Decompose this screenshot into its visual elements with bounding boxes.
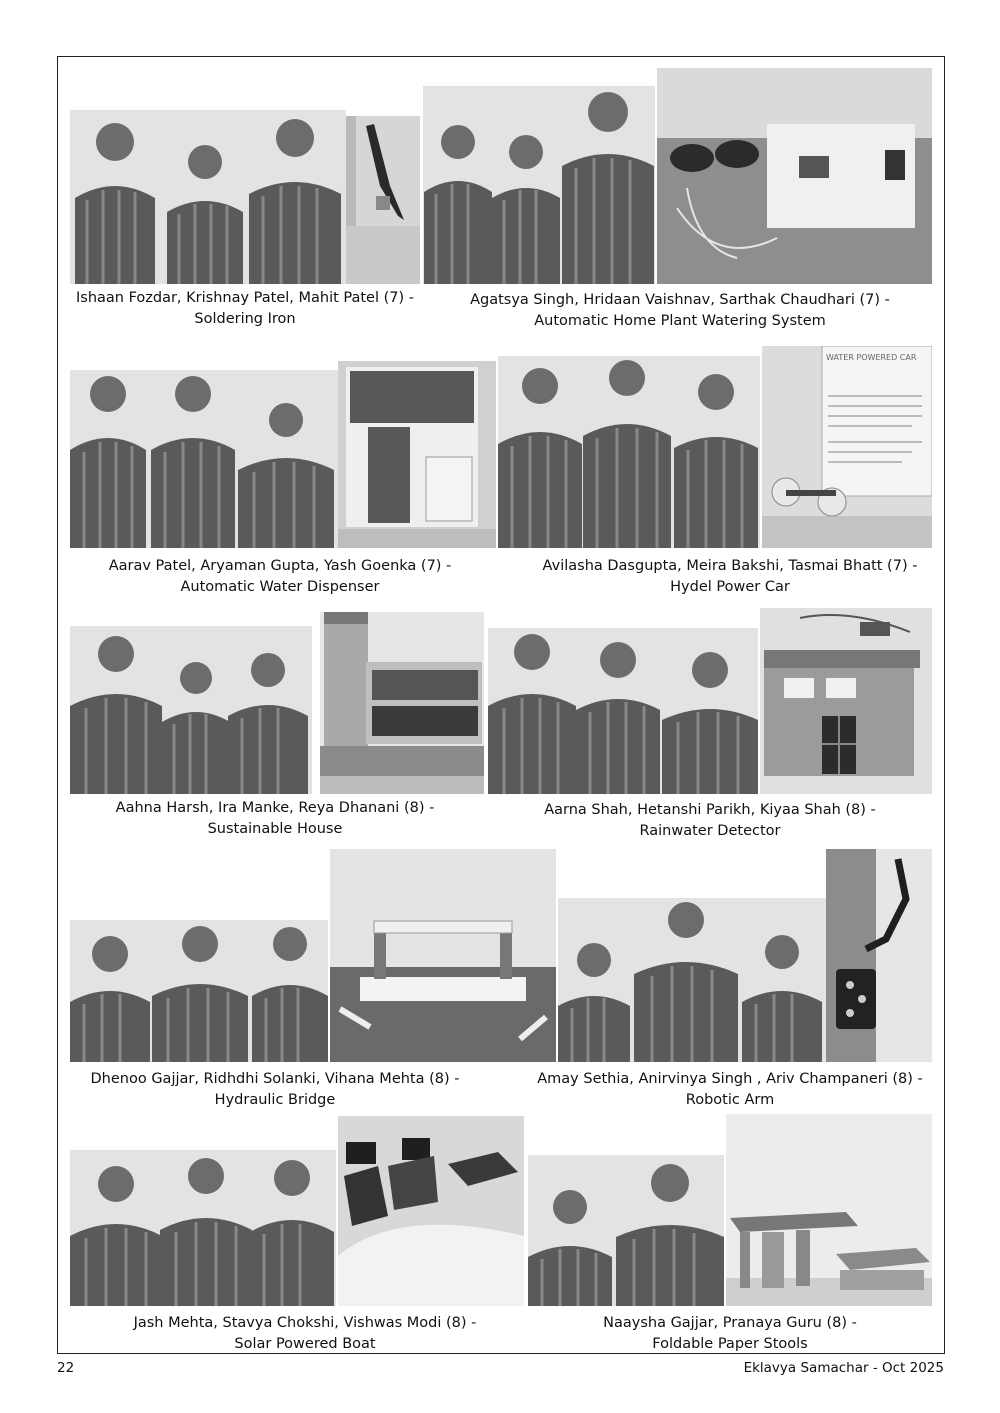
caption-names: Ishaan Fozdar, Krishnay Patel, Mahit Patel (7) - [75, 290, 415, 306]
caption-project: Robotic Arm [685, 1092, 775, 1108]
caption-hydraulic-bridge [90, 1069, 460, 1111]
robotic-arm-photo [826, 849, 932, 1062]
students-photo-robotic-arm [558, 898, 826, 1062]
caption-robotic-arm [530, 1069, 930, 1111]
caption-plant-watering [460, 290, 900, 332]
plant-watering-system-photo [657, 68, 932, 284]
caption-hydel-car [530, 556, 930, 598]
publication-footer: Eklavya Samachar - Oct 2025 [743, 1360, 944, 1376]
caption-project: Rainwater Detector [639, 823, 781, 839]
caption-project: Sustainable House [207, 821, 343, 837]
caption-names: Naaysha Gajjar, Pranaya Guru (8) - [603, 1315, 857, 1331]
foldable-paper-stools-photo [726, 1114, 932, 1306]
caption-project: Soldering Iron [194, 311, 296, 327]
students-photo-soldering-iron [70, 110, 346, 284]
caption-paper-stools [560, 1313, 900, 1355]
rainwater-detector-photo [760, 608, 932, 794]
students-photo-solar-boat [70, 1150, 336, 1306]
solar-boat-photo [338, 1116, 524, 1306]
caption-names: Aarav Patel, Aryaman Gupta, Yash Goenka (7) - [108, 558, 452, 574]
caption-project: Hydraulic Bridge [214, 1092, 336, 1108]
caption-project: Hydel Power Car [670, 579, 790, 595]
students-photo-rainwater-detector [488, 628, 758, 794]
caption-water-dispenser [90, 556, 470, 598]
students-photo-sustainable-house [70, 626, 312, 794]
students-photo-plant-watering [423, 86, 655, 284]
students-photo-hydel-car [498, 356, 760, 548]
caption-names: Aarna Shah, Hetanshi Parikh, Kiyaa Shah (8) - [544, 802, 876, 818]
caption-names: Jash Mehta, Stavya Chokshi, Vishwas Modi (8) - [133, 1315, 477, 1331]
caption-soldering-iron [60, 288, 430, 330]
students-photo-water-dispenser [70, 370, 338, 548]
caption-names: Aahna Harsh, Ira Manke, Reya Dhanani (8) - [115, 800, 435, 816]
students-photo-hydraulic-bridge [70, 920, 328, 1062]
caption-names: Dhenoo Gajjar, Ridhdhi Solanki, Vihana Mehta (8) - [90, 1071, 460, 1087]
caption-project: Solar Powered Boat [234, 1336, 376, 1352]
caption-names: Avilasha Dasgupta, Meira Bakshi, Tasmai Bhatt (7) - [542, 558, 918, 574]
hydraulic-bridge-photo [330, 849, 556, 1062]
caption-project: Foldable Paper Stools [652, 1336, 808, 1352]
students-photo-paper-stools [528, 1155, 724, 1306]
water-dispenser-photo [338, 361, 496, 548]
hydel-power-car-photo [762, 346, 932, 548]
page-number: 22 [57, 1360, 75, 1376]
caption-rainwater-detector [520, 800, 900, 842]
soldering-iron-photo [346, 116, 420, 284]
poster-title: WATER POWERED CAR [826, 353, 917, 362]
caption-project: Automatic Water Dispenser [180, 579, 380, 595]
caption-project: Automatic Home Plant Watering System [534, 313, 826, 329]
caption-sustainable-house [80, 798, 470, 840]
sustainable-house-photo [320, 612, 484, 794]
caption-solar-boat [110, 1313, 500, 1355]
caption-names: Amay Sethia, Anirvinya Singh , Ariv Champaneri (8) - [537, 1071, 923, 1087]
caption-names: Agatsya Singh, Hridaan Vaishnav, Sarthak Chaudhari (7) - [470, 292, 890, 308]
